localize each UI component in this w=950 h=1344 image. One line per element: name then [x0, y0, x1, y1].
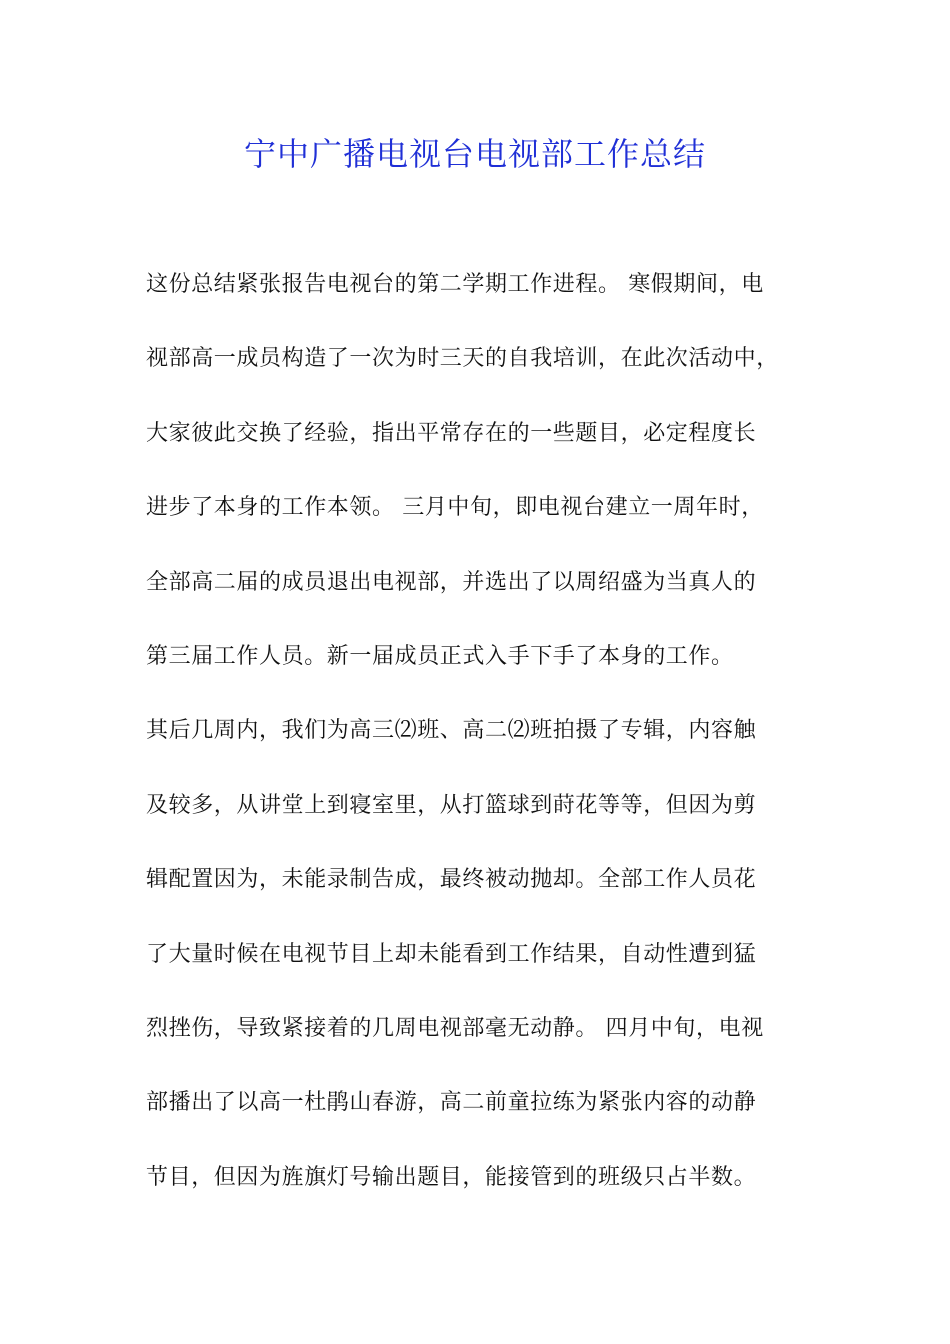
document-title: 宁中广播电视台电视部工作总结 [243, 135, 706, 173]
body-line: 部播出了以高一杜鹃山春游，高二前童拉练为紧张内容的动静 [146, 1090, 757, 1116]
body-line: 第三届工作人员。新一届成员正式入手下手了本身的工作。 [146, 643, 734, 669]
body-line: 这份总结紧张报告电视台的第二学期工作进程。 寒假期间，电 [146, 272, 764, 297]
body-line: 辑配置因为，未能录制告成，最终被动抛却。全部工作人员花 [146, 867, 757, 893]
body-line: 全部高二届的成员退出电视部，并选出了以周绍盛为当真人的 [146, 569, 757, 595]
body-line: 进步了本身的工作本领。 三月中旬，即电视台建立一周年时， [146, 495, 764, 521]
body-line: 了大量时候在电视节目上却未能看到工作结果，自动性遭到猛 [146, 941, 757, 967]
body-line: 视部高一成员构造了一次为时三天的自我培训，在此次活动中， [146, 346, 779, 372]
body-line: 大家彼此交换了经验，指出平常存在的一些题目，必定程度长 [146, 420, 757, 446]
body-line: 其后几周内，我们为高三⑵班、高二⑵班拍摄了专辑，内容触 [146, 718, 757, 744]
body-line: 及较多，从讲堂上到寝室里，从打篮球到莳花等等，但因为剪 [146, 792, 757, 818]
body-line: 烈挫伤，导致紧接着的几周电视部毫无动静。 四月中旬，电视 [146, 1015, 764, 1041]
body-line: 节目，但因为旌旗灯号输出题目，能接管到的班级只占半数。 [146, 1164, 757, 1190]
document-body [146, 262, 826, 1229]
